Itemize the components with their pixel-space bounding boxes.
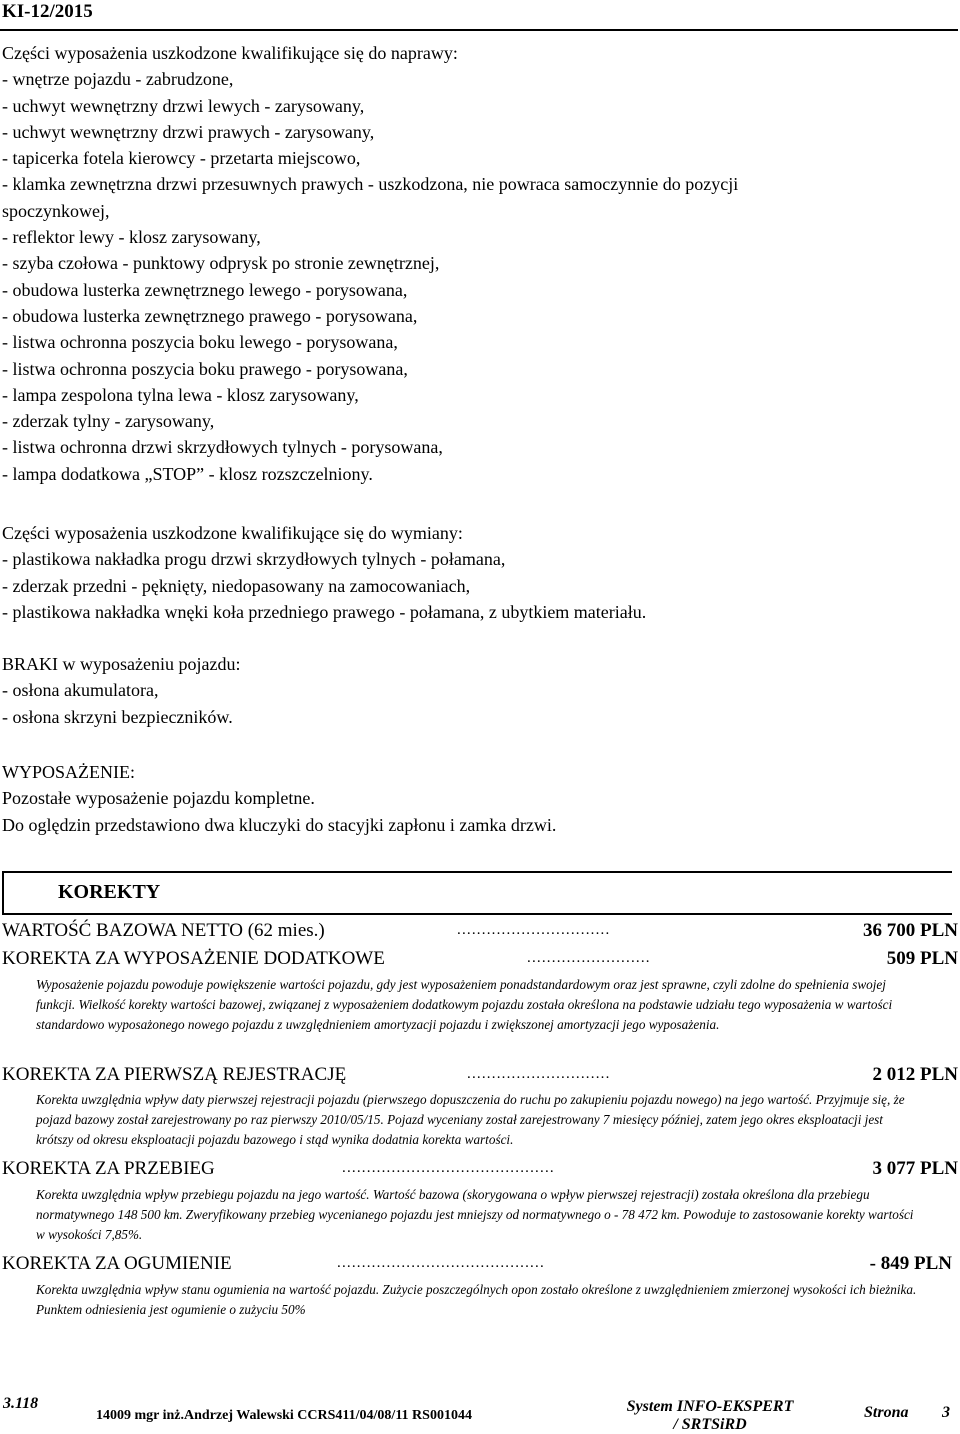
replace-parts-section [2, 520, 952, 625]
list-item: - lampa zespolona tylna lewa - klosz zarysowany, [2, 384, 359, 405]
extra-equipment-note: Wyposażenie pojazdu powoduje powiększenie wartości pojazdu, gdy jest wyposażeniem ponadstandardowym oraz jest sprawne, czyli zdolne do spełnienia swojej funkcji. Wielkość korekty wartości bazowej, związanej z wyposażeniem dodatkowym pojazdu została określona na podstawie udziału tego wyposażenia w wartości standardowo wyposażonego nowego pojazdu z uwzględnieniem amortyzacji pojazdu i zwiększonej amortyzacji jego wyposażenia. [36, 977, 893, 1032]
list-item: - obudowa lusterka zewnętrznego lewego - porysowana, [2, 279, 408, 300]
base-value-row [2, 920, 958, 944]
list-item: - listwa ochronna poszycia boku lewego - porysowana, [2, 332, 398, 353]
leader-dots: ......................... [527, 950, 651, 966]
footer-system [620, 1398, 800, 1434]
tyres-row [2, 1253, 958, 1277]
list-item: - listwa ochronna poszycia boku prawego - porysowana, [2, 358, 408, 379]
first-registration-note: Korekta uwzględnia wpływ daty pierwszej rejestracji pojazdu (pierwszego dopuszczenia do ruchu po zakupieniu pojazdu nowego) na jego wartość. Przyjmuje się, że pojazd bazowy został zarejestrowany po raz pierwszy 2010/05/15. Pojazd wyceniany został zarejestrowany 7 miesięcy później, zatem jego okres eksploatacji jest krótszy od okresu eksploatacji pojazdu bazowego i stąd wynika dodatnia korekta wartości. [36, 1092, 905, 1147]
list-item: - osłona skrzyni bezpieczników. [2, 706, 233, 727]
equipment-section [2, 759, 952, 838]
list-item: - reflektor lewy - klosz zarysowany, [2, 227, 261, 248]
mileage-row [2, 1158, 958, 1182]
footer-system-line1: System INFO-EKSPERT [626, 1398, 794, 1415]
tyres-note: Korekta uwzględnia wpływ stanu ogumienia na wartość pojazdu. Zużycie poszczególnych opon zostało określone z uwzględnieniem zmierzonej wysokości ich bieżnika. Punktem odniesienia jest ogumienie o zużyciu 50% [36, 1282, 917, 1317]
list-item: - szyba czołowa - punktowy odprysk po stronie zewnętrznej, [2, 253, 440, 274]
footer-page-label: Strona [864, 1404, 909, 1421]
list-item: - lampa dodatkowa „STOP” - klosz rozszczelniony. [2, 463, 373, 484]
korekty-header-box [2, 871, 952, 915]
footer-section-number: 3.118 [3, 1395, 39, 1412]
list-item: - uchwyt wewnętrzny drzwi lewych - zarysowany, [2, 95, 365, 116]
list-item: - uchwyt wewnętrzny drzwi prawych - zarysowany, [2, 121, 375, 142]
list-item: - zderzak tylny - zarysowany, [2, 411, 215, 432]
list-item: - tapicerka fotela kierowcy - przetarta miejscowo, [2, 148, 361, 169]
korekty-title: KOREKTY [58, 881, 161, 903]
tyres-amount: - 849 PLN [869, 1253, 952, 1274]
list-item: - listwa ochronna drzwi skrzydłowych tylnych - porysowana, [2, 437, 443, 458]
footer-page-number: 3 [942, 1404, 950, 1421]
first-registration-label: KOREKTA ZA PIERWSZĄ REJESTRACJĘ [2, 1064, 347, 1085]
missing-heading: BRAKI w wyposażeniu pojazdu: [2, 654, 241, 674]
footer-system-line2: / SRTSiRD [673, 1416, 747, 1433]
header-divider [0, 29, 958, 31]
equipment-line: Pozostałe wyposażenie pojazdu kompletne. [2, 788, 315, 809]
first-registration-amount: 2 012 PLN [872, 1064, 958, 1085]
list-item: - osłona akumulatora, [2, 680, 159, 701]
mileage-amount: 3 077 PLN [872, 1158, 958, 1179]
missing-equipment-section [2, 651, 952, 730]
list-item: - klamka zewnętrzna drzwi przesuwnych prawych - uszkodzona, nie powraca samoczynnie do pozycji spoczynkowej, [2, 174, 739, 221]
tyres-label: KOREKTA ZA OGUMIENIE [2, 1253, 232, 1274]
mileage-label: KOREKTA ZA PRZEBIEG [2, 1158, 215, 1179]
repair-parts-section [2, 40, 952, 487]
list-item: - zderzak przedni - pęknięty, niedopasowany na zamocowaniach, [2, 575, 471, 596]
leader-dots: ........................................... [342, 1160, 555, 1176]
first-registration-row [2, 1064, 958, 1088]
leader-dots: ............................. [467, 1066, 611, 1082]
repair-parts-heading: Części wyposażenia uszkodzone kwalifikujące się do naprawy: [2, 43, 458, 63]
extra-equipment-row [2, 948, 958, 972]
base-value-label: WARTOŚĆ BAZOWA NETTO (62 mies.) [2, 920, 325, 941]
extra-equipment-amount: 509 PLN [886, 948, 958, 969]
leader-dots: ............................... [457, 922, 611, 938]
document-code: KI-12/2015 [2, 1, 93, 22]
leader-dots: .......................................... [337, 1255, 545, 1271]
mileage-note: Korekta uwzględnia wpływ przebiegu pojazdu na jego wartość. Wartość bazowa (skorygowana o wpływ pierwszej rejestracji) została określona dla przebiegu normatywnego 148 500 km. Zweryfikowany przebieg wycenianego pojazdu jest mniejszy od normatywnego o - 78 472 km. Powoduje to zastosowanie korekty wartości w wysokości 7,85%. [36, 1187, 914, 1242]
extra-equipment-label: KOREKTA ZA WYPOSAŻENIE DODATKOWE [2, 948, 385, 969]
replace-parts-heading: Części wyposażenia uszkodzone kwalifikujące się do wymiany: [2, 523, 463, 543]
list-item: - obudowa lusterka zewnętrznego prawego - porysowana, [2, 305, 418, 326]
list-item: - plastikowa nakładka wnęki koła przedniego prawego - połamana, z ubytkiem materiału. [2, 601, 647, 622]
list-item: - plastikowa nakładka progu drzwi skrzydłowych tylnych - połamana, [2, 549, 506, 570]
equipment-line: Do oględzin przedstawiono dwa kluczyki do stacyjki zapłonu i zamka drzwi. [2, 814, 557, 835]
footer-author: 14009 mgr inż.Andrzej Walewski CCRS411/04/08/11 RS001044 [96, 1408, 472, 1423]
list-item: - wnętrze pojazdu - zabrudzone, [2, 69, 234, 90]
equipment-heading: WYPOSAŻENIE: [2, 762, 135, 782]
base-value-amount: 36 700 PLN [863, 920, 958, 941]
